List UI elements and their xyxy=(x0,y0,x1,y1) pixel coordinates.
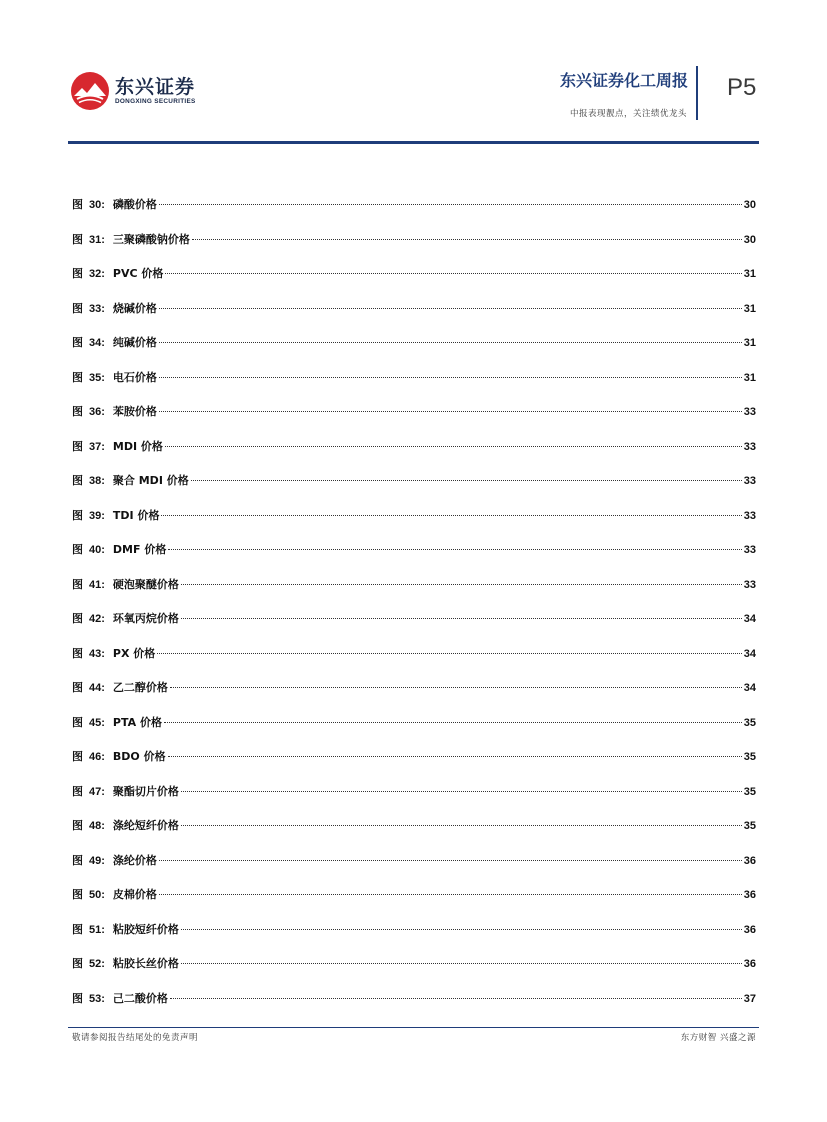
toc-figure-prefix: 图 xyxy=(72,474,83,487)
toc-figure-number: 33: xyxy=(89,302,105,315)
toc-entry-title[interactable]: 聚酯切片价格 xyxy=(112,784,179,798)
toc-entry-label xyxy=(72,541,113,557)
toc-figure-prefix: 图 xyxy=(72,853,83,867)
toc-figure-prefix: 图 xyxy=(72,888,83,901)
toc-dot-leader xyxy=(159,860,742,861)
toc-dot-leader xyxy=(161,515,741,516)
toc-figure-prefix: 图 xyxy=(72,784,83,798)
toc-entry-title[interactable]: TDI 价格 xyxy=(112,508,160,522)
toc-dot-leader xyxy=(168,756,742,757)
toc-entry[interactable] xyxy=(72,541,756,576)
toc-entry[interactable] xyxy=(72,610,756,645)
toc-figure-prefix: 图 xyxy=(72,646,83,660)
header-divider xyxy=(696,66,698,120)
toc-dot-leader xyxy=(181,929,742,930)
toc-entry[interactable] xyxy=(72,990,756,1025)
toc-dot-leader xyxy=(192,239,742,240)
toc-entry-label xyxy=(72,576,113,592)
toc-figure-prefix: 图 xyxy=(72,232,83,246)
toc-entry-title[interactable]: 苯胺价格 xyxy=(112,405,157,418)
toc-entry-title[interactable]: 涤纶短纤价格 xyxy=(112,819,179,832)
toc-figure-number: 48: xyxy=(89,820,105,832)
toc-entry-label xyxy=(72,300,113,316)
company-slogan: 东方财智 兴盛之源 xyxy=(680,1033,756,1043)
toc-figure-number: 51: xyxy=(89,923,105,936)
toc-page-number[interactable]: 34 xyxy=(743,647,756,660)
page-number: P5 xyxy=(727,74,757,101)
toc-figure-number: 46: xyxy=(89,751,105,763)
toc-page-number[interactable]: 33 xyxy=(743,544,756,556)
toc-figure-number: 53: xyxy=(89,992,105,1005)
toc-entry[interactable] xyxy=(72,334,756,369)
toc-entry[interactable] xyxy=(72,196,756,231)
toc-dot-leader xyxy=(157,653,741,654)
header-rule xyxy=(68,141,759,144)
toc-figure-prefix: 图 xyxy=(72,336,83,349)
toc-entry[interactable] xyxy=(72,921,756,956)
toc-entry[interactable] xyxy=(72,472,756,507)
toc-entry[interactable] xyxy=(72,852,756,887)
toc-entry[interactable] xyxy=(72,403,756,438)
toc-entry[interactable] xyxy=(72,886,756,921)
toc-figure-prefix: 图 xyxy=(72,957,83,970)
toc-entry-title[interactable]: 电石价格 xyxy=(112,370,157,384)
toc-figure-prefix: 图 xyxy=(72,612,83,625)
toc-entry-title[interactable]: 三聚磷酸钠价格 xyxy=(112,232,190,246)
toc-figure-prefix: 图 xyxy=(72,577,83,591)
toc-page-number[interactable]: 35 xyxy=(743,716,756,729)
toc-entry-title[interactable]: BDO 价格 xyxy=(112,750,166,763)
company-logo-mark-icon xyxy=(70,71,110,111)
toc-figure-number: 36: xyxy=(89,406,105,418)
toc-figure-number: 49: xyxy=(89,854,105,867)
toc-figure-prefix: 图 xyxy=(72,198,83,211)
toc-page-number[interactable]: 33 xyxy=(743,440,756,453)
toc-entry-label xyxy=(72,196,113,212)
toc-entry-label xyxy=(72,679,113,695)
toc-entry-title[interactable]: 涤纶价格 xyxy=(112,853,157,867)
toc-dot-leader xyxy=(165,273,741,274)
toc-figure-number: 44: xyxy=(89,682,105,694)
toc-figure-prefix: 图 xyxy=(72,715,83,729)
toc-entry[interactable] xyxy=(72,576,756,611)
toc-page-number[interactable]: 31 xyxy=(743,337,756,349)
toc-page-number[interactable]: 35 xyxy=(743,751,756,763)
toc-entry-label xyxy=(72,403,113,419)
toc-page-number[interactable]: 33 xyxy=(743,475,756,487)
toc-figure-prefix: 图 xyxy=(72,681,83,694)
toc-figure-prefix: 图 xyxy=(72,301,83,315)
toc-figure-number: 42: xyxy=(89,613,105,625)
toc-entry-label xyxy=(72,714,113,730)
toc-dot-leader xyxy=(159,342,742,343)
toc-figure-prefix: 图 xyxy=(72,991,83,1005)
toc-entry[interactable] xyxy=(72,955,756,990)
toc-entry[interactable] xyxy=(72,783,756,818)
toc-page-number[interactable]: 35 xyxy=(743,785,756,798)
toc-dot-leader xyxy=(159,204,742,205)
toc-entry-label xyxy=(72,886,113,902)
toc-page-number[interactable]: 33 xyxy=(743,509,756,522)
toc-dot-leader xyxy=(159,377,742,378)
toc-entry[interactable] xyxy=(72,645,756,680)
toc-entry-label xyxy=(72,817,113,833)
toc-dot-leader xyxy=(181,618,742,619)
toc-figure-prefix: 图 xyxy=(72,405,83,418)
toc-figure-number: 47: xyxy=(89,785,105,798)
toc-entry-title[interactable]: 磷酸价格 xyxy=(112,198,157,211)
toc-figure-prefix: 图 xyxy=(72,508,83,522)
toc-figure-number: 32: xyxy=(89,268,105,280)
toc-page-number[interactable]: 30 xyxy=(743,199,756,211)
toc-entry-title[interactable]: 硬泡聚醚价格 xyxy=(112,577,179,591)
toc-page-number[interactable]: 36 xyxy=(743,854,756,867)
toc-figure-prefix: 图 xyxy=(72,267,83,280)
toc-page-number[interactable]: 31 xyxy=(743,302,756,315)
toc-page-number[interactable]: 33 xyxy=(743,578,756,591)
toc-entry-label xyxy=(72,507,113,523)
toc-figure-prefix: 图 xyxy=(72,750,83,763)
toc-entry-label xyxy=(72,852,113,868)
toc-figure-prefix: 图 xyxy=(72,819,83,832)
toc-entry[interactable] xyxy=(72,714,756,749)
toc-entry-label xyxy=(72,369,113,385)
toc-figure-prefix: 图 xyxy=(72,543,83,556)
toc-dot-leader xyxy=(170,998,742,999)
company-logo xyxy=(70,70,196,112)
toc-entry-label xyxy=(72,438,113,454)
toc-entry-title[interactable]: PX 价格 xyxy=(112,646,156,660)
toc-figure-prefix: 图 xyxy=(72,922,83,936)
toc-entry-label xyxy=(72,955,113,971)
toc-figure-number: 35: xyxy=(89,371,105,384)
toc-page-number[interactable]: 31 xyxy=(743,371,756,384)
toc-page-number[interactable]: 36 xyxy=(743,958,756,970)
company-logo-text xyxy=(115,76,196,106)
toc-page-number[interactable]: 34 xyxy=(743,613,756,625)
toc-dot-leader xyxy=(170,687,742,688)
toc-dot-leader xyxy=(159,894,742,895)
toc-figure-prefix: 图 xyxy=(72,370,83,384)
toc-entry-label xyxy=(72,231,113,247)
disclaimer-note: 敬请参阅报告结尾处的免责声明 xyxy=(72,1033,199,1043)
toc-entry[interactable] xyxy=(72,300,756,335)
toc-entry[interactable] xyxy=(72,369,756,404)
toc-entry-title[interactable]: 烧碱价格 xyxy=(112,301,157,315)
toc-entry[interactable] xyxy=(72,507,756,542)
toc-entry-title[interactable]: MDI 价格 xyxy=(112,439,163,453)
toc-entry-label xyxy=(72,990,113,1006)
toc-figure-number: 30: xyxy=(89,199,105,211)
toc-entry-title[interactable]: 纯碱价格 xyxy=(112,336,157,349)
toc-dot-leader xyxy=(165,446,742,447)
toc-entry-label xyxy=(72,334,113,350)
toc-figure-number: 50: xyxy=(89,889,105,901)
toc-page-number[interactable]: 31 xyxy=(743,268,756,280)
toc-entry-label xyxy=(72,921,113,937)
toc-figure-number: 40: xyxy=(89,544,105,556)
toc-entry[interactable] xyxy=(72,748,756,783)
toc-entry-title[interactable]: PTA 价格 xyxy=(112,715,162,729)
company-name-cn: 东兴证券 xyxy=(115,76,196,98)
toc-entry[interactable] xyxy=(72,231,756,266)
toc-figure-number: 34: xyxy=(89,337,105,349)
toc-dot-leader xyxy=(159,411,742,412)
toc-dot-leader xyxy=(191,480,742,481)
toc-figure-prefix: 图 xyxy=(72,439,83,453)
toc-entry-label xyxy=(72,472,113,488)
toc-dot-leader xyxy=(164,722,742,723)
toc-page-number[interactable]: 34 xyxy=(743,682,756,694)
toc-entry-label xyxy=(72,645,113,661)
toc-entry-title[interactable]: 粘胶短纤价格 xyxy=(112,922,179,936)
toc-page-number[interactable]: 33 xyxy=(743,406,756,418)
toc-entry[interactable] xyxy=(72,817,756,852)
toc-figure-number: 38: xyxy=(89,475,105,487)
toc-page-number[interactable]: 30 xyxy=(743,233,756,246)
toc-page-number[interactable]: 36 xyxy=(743,889,756,901)
toc-entry-title[interactable]: 环氧丙烷价格 xyxy=(112,612,179,625)
toc-entry-title[interactable]: PVC 价格 xyxy=(112,267,164,280)
toc-entry-title[interactable]: DMF 价格 xyxy=(112,543,167,556)
toc-entry-title[interactable]: 聚合 MDI 价格 xyxy=(112,474,189,487)
toc-entry-title[interactable]: 粘胶长丝价格 xyxy=(112,957,179,970)
footer-rule xyxy=(68,1027,759,1028)
toc-figure-number: 39: xyxy=(89,509,105,522)
figure-index-list xyxy=(72,196,756,1024)
report-title: 东兴证券化工周报 xyxy=(559,71,688,90)
toc-dot-leader xyxy=(168,549,741,550)
toc-entry-title[interactable]: 己二酸价格 xyxy=(112,991,168,1005)
toc-entry-label xyxy=(72,610,113,626)
toc-figure-number: 37: xyxy=(89,440,105,453)
toc-figure-number: 52: xyxy=(89,958,105,970)
toc-figure-number: 45: xyxy=(89,716,105,729)
toc-figure-number: 43: xyxy=(89,647,105,660)
toc-entry[interactable] xyxy=(72,265,756,300)
toc-dot-leader xyxy=(181,584,742,585)
toc-dot-leader xyxy=(181,825,742,826)
toc-figure-number: 31: xyxy=(89,233,105,246)
toc-entry-label xyxy=(72,783,113,799)
toc-page-number[interactable]: 36 xyxy=(743,923,756,936)
toc-entry[interactable] xyxy=(72,438,756,473)
toc-entry[interactable] xyxy=(72,679,756,714)
toc-dot-leader xyxy=(181,791,742,792)
toc-dot-leader xyxy=(159,308,742,309)
toc-entry-label xyxy=(72,265,113,281)
toc-page-number[interactable]: 35 xyxy=(743,820,756,832)
toc-entry-title[interactable]: 乙二醇价格 xyxy=(112,681,168,694)
company-name-en: DONGXING SECURITIES xyxy=(115,98,196,105)
toc-page-number[interactable]: 37 xyxy=(743,992,756,1005)
toc-figure-number: 41: xyxy=(89,578,105,591)
toc-entry-title[interactable]: 皮棉价格 xyxy=(112,888,157,901)
report-subtitle: 中报表现靓点，关注绩优龙头 xyxy=(569,109,687,119)
toc-dot-leader xyxy=(181,963,742,964)
toc-entry-label xyxy=(72,748,113,764)
